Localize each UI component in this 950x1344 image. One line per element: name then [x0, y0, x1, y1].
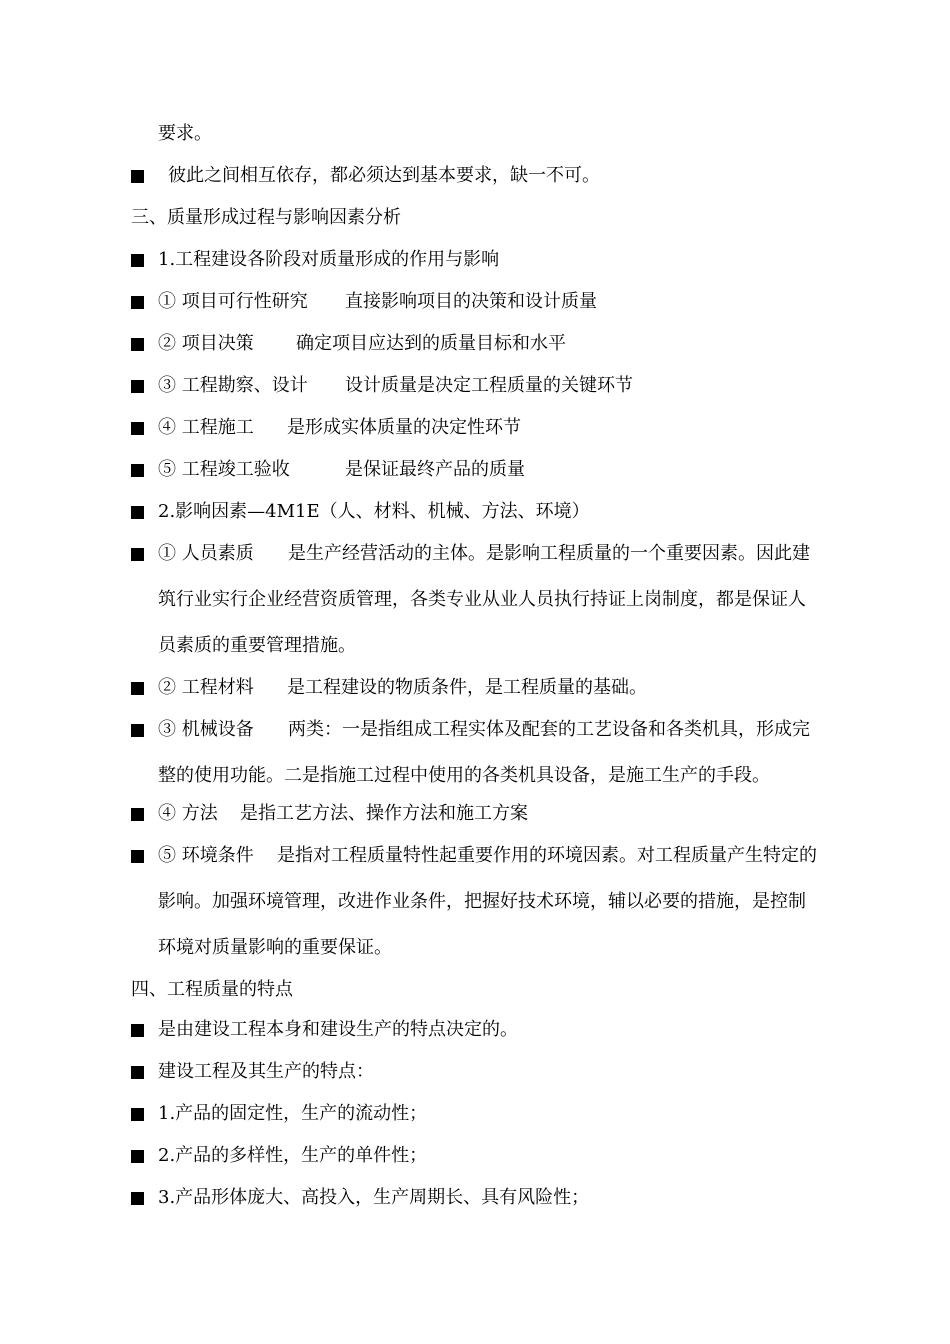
square-bullet-icon: [131, 296, 144, 309]
item-label: ③ 工程勘察、设计: [158, 375, 308, 396]
heading-text: 三、质量形成过程与影响因素分析: [131, 207, 401, 228]
line-text: 员素质的重要管理措施。: [158, 635, 356, 656]
square-bullet-icon: [131, 506, 144, 519]
line-text: 彼此之间相互依存，都必须达到基本要求，缺一不可。: [168, 165, 600, 186]
square-bullet-icon: [131, 1192, 144, 1205]
item-description: 是工程建设的物质条件，是工程质量的基础。: [287, 677, 647, 698]
square-bullet-icon: [131, 422, 144, 435]
item-label: ② 工程材料: [158, 677, 254, 698]
line-text: 筑行业实行企业经营资质管理，各类专业从业人员执行持证上岗制度，都是保证人: [158, 589, 806, 610]
line-text: 2.影响因素—4M1E（人、材料、机械、方法、环境）: [158, 501, 590, 522]
item-label: ① 项目可行性研究: [158, 291, 308, 312]
item-description: 设计质量是决定工程质量的关键环节: [345, 375, 633, 396]
line-text: 1.工程建设各阶段对质量形成的作用与影响: [158, 249, 500, 270]
line-text: 影响。加强环境管理，改进作业条件，把握好技术环境，辅以必要的措施，是控制: [158, 891, 806, 912]
line-text: 是由建设工程本身和建设生产的特点决定的。: [158, 1019, 518, 1040]
item-description: 是生产经营活动的主体。是影响工程质量的一个重要因素。因此建: [288, 543, 810, 564]
heading-text: 四、工程质量的特点: [131, 979, 293, 1000]
square-bullet-icon: [131, 808, 144, 821]
square-bullet-icon: [131, 724, 144, 737]
item-description: 直接影响项目的决策和设计质量: [345, 291, 597, 312]
line-text: 环境对质量影响的重要保证。: [158, 937, 392, 958]
square-bullet-icon: [131, 682, 144, 695]
square-bullet-icon: [131, 850, 144, 863]
square-bullet-icon: [131, 338, 144, 351]
item-description: 是指工艺方法、操作方法和施工方案: [240, 803, 528, 824]
item-label: ⑤ 环境条件: [158, 845, 254, 866]
item-description: 是指对工程质量特性起重要作用的环境因素。对工程质量产生特定的: [277, 845, 817, 866]
item-label: ① 人员素质: [158, 543, 254, 564]
square-bullet-icon: [131, 548, 144, 561]
item-label: ③ 机械设备: [158, 719, 254, 740]
item-description: 两类：一是指组成工程实体及配套的工艺设备和各类机具，形成完: [288, 719, 810, 740]
square-bullet-icon: [131, 1150, 144, 1163]
item-label: ⑤ 工程竣工验收: [158, 459, 290, 480]
line-text: 整的使用功能。二是指施工过程中使用的各类机具设备，是施工生产的手段。: [158, 765, 770, 786]
line-text: 1.产品的固定性，生产的流动性；: [158, 1103, 428, 1124]
item-label: ④ 工程施工: [158, 417, 254, 438]
square-bullet-icon: [131, 254, 144, 267]
square-bullet-icon: [131, 464, 144, 477]
item-label: ② 项目决策: [158, 333, 254, 354]
line-text: 建设工程及其生产的特点：: [158, 1061, 374, 1082]
item-label: ④ 方法: [158, 803, 218, 824]
square-bullet-icon: [131, 1024, 144, 1037]
item-description: 确定项目应达到的质量目标和水平: [296, 333, 566, 354]
line-text: 要求。: [158, 123, 212, 144]
line-text: 2.产品的多样性，生产的单件性；: [158, 1145, 428, 1166]
square-bullet-icon: [131, 1108, 144, 1121]
square-bullet-icon: [131, 170, 144, 183]
square-bullet-icon: [131, 1066, 144, 1079]
line-text: 3.产品形体庞大、高投入，生产周期长、具有风险性；: [158, 1187, 590, 1208]
square-bullet-icon: [131, 380, 144, 393]
item-description: 是形成实体质量的决定性环节: [287, 417, 521, 438]
item-description: 是保证最终产品的质量: [345, 459, 525, 480]
